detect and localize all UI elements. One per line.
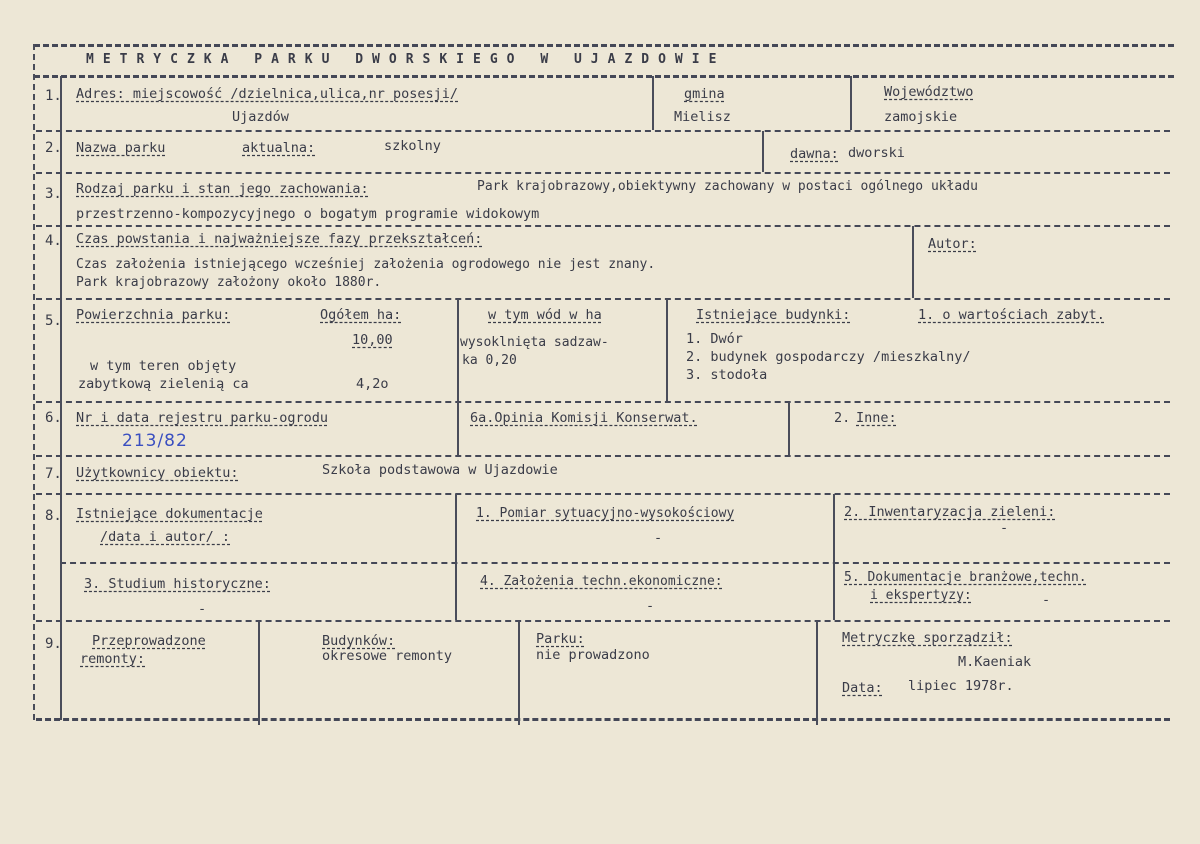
divider-other [788,402,790,455]
doc2-value: - [1000,520,1009,536]
top-border [34,44,1174,47]
park-type-label: Rodzaj parku i stan jego zachowania: [76,181,369,197]
row-number-5: 5. [45,313,62,329]
area-label: Powierzchnia parku: [76,307,231,323]
row-divider-5 [36,401,1170,403]
documentation-label-line1: Istniejące dokumentacje [76,506,263,522]
row-number-2: 2. [45,140,62,156]
divider-renov-2 [518,621,520,725]
water-line1: wysoklnięta sadzaw- [460,335,609,350]
row-number-3: 3. [45,186,62,202]
row-divider-8 [36,620,1170,622]
doc5-label-line1: 5. Dokumentacje branżowe,techn. [844,570,1087,585]
former-name-label: dawna: [790,146,839,162]
register-value: 213/82 [122,431,188,451]
card-title: METRYCZKA PARKU DWORSKIEGO W UJAZDOWIE [86,52,726,67]
divider-wojewodztwo [850,76,852,130]
row-number-8: 8. [45,508,62,524]
divider-doc-b [833,494,835,620]
row-divider-3 [36,225,1170,227]
row-divider-4 [36,298,1170,300]
buildings-renov-value: okresowe remonty [322,648,453,664]
users-value: Szkoła podstawowa w Ujazdowie [322,462,558,478]
left-border [33,44,35,720]
author-label: Autor: [928,236,977,252]
history-line1: Czas założenia istniejącego wcześniej założenia ogrodowego nie jest znany. [76,257,656,272]
divider-buildings [666,299,668,401]
opinion-label: 6a.Opinia Komisji Konserwat. [470,410,698,426]
row-divider-2 [36,172,1170,174]
wojewodztwo-value: zamojskie [884,109,958,125]
doc1-value: - [654,530,663,546]
date-value: lipiec 1978r. [908,678,1014,694]
doc2-label: 2. Inwentaryzacja zieleni: [844,504,1056,520]
date-label: Data: [842,680,883,696]
row-number-4: 4. [45,233,62,249]
green-area-value: 4,2o [356,376,389,392]
buildings-renov-label: Budynków: [322,633,396,649]
users-label: Użytkownicy obiektu: [76,465,239,481]
park-name-label: Nazwa parku [76,140,166,156]
doc4-value: - [646,598,655,614]
park-renov-value: nie prowadzono [536,647,650,663]
park-type-line1: Park krajobrazowy,obiektywny zachowany w postaci ogólnego układu [477,179,978,194]
divider-water [457,299,459,401]
row-number-7: 7. [45,466,62,482]
water-line2: ka 0,20 [462,353,517,368]
green-area-line2: zabytkową zielenią ca [78,376,249,392]
total-area-value: 10,00 [352,332,393,348]
park-renov-label: Parku: [536,631,585,647]
divider-opinion [457,402,459,455]
doc3-value: - [198,601,207,617]
doc1-label: 1. Pomiar sytuacyjno-wysokościowy [476,506,735,521]
doc5-value: - [1042,592,1051,608]
divider-renov-1 [258,621,260,725]
row-number-6: 6. [45,410,62,426]
register-label: Nr i data rejestru parku-ogrodu [76,410,328,426]
buildings-label: Istniejące budynki: [696,307,851,323]
row-number-9: 9. [45,636,62,652]
title-divider [34,75,1174,78]
divider-doc-a [455,494,457,620]
current-name-value: szkolny [384,138,441,154]
history-label: Czas powstania i najważniejsze fazy przekształceń: [76,231,483,247]
number-column-divider [60,76,62,720]
row-number-1: 1. [45,88,62,104]
row-divider-1 [36,130,1170,132]
building-item-3: 3. stodoła [686,367,768,383]
building-item-2: 2. budynek gospodarczy /mieszkalny/ [686,349,971,365]
gmina-label: gmina [684,86,725,102]
other-number: 2. [834,410,851,426]
doc4-label: 4. Założenia techn.ekonomiczne: [480,574,723,589]
documentation-label-line2: /data i autor/ : [100,529,231,545]
bottom-border [36,718,1170,721]
divider-gmina [652,76,654,130]
address-value: Ujazdów [232,109,289,125]
total-area-label: Ogółem ha: [320,307,402,323]
buildings-note: 1. o wartościach zabyt. [918,307,1105,323]
other-label: Inne: [856,410,897,426]
gmina-value: Mielisz [674,109,731,125]
current-name-label: aktualna: [242,140,316,156]
address-label: Adres: miejscowość /dzielnica,ulica,nr posesji/ [76,86,459,102]
row-divider-7 [36,493,1170,495]
divider-dawna [762,131,764,172]
building-item-1: 1. Dwór [686,331,743,347]
park-type-line2: przestrzenno-kompozycyjnego o bogatym programie widokowym [76,206,540,222]
doc3-label: 3. Studium historyczne: [84,576,271,592]
former-name-value: dworski [848,145,905,161]
prepared-by-label: Metryczkę sporządził: [842,630,1013,646]
divider-renov-3 [816,621,818,725]
renovations-label-line2: remonty: [80,651,146,667]
row-divider-8a [60,562,1170,564]
doc5-label-line2: i ekspertyzy: [870,588,972,603]
renovations-label-line1: Przeprowadzone [92,633,206,649]
green-area-line1: w tym teren objęty [90,358,237,374]
wojewodztwo-label: Województwo [884,84,974,100]
water-label: w tym wód w ha [488,307,602,323]
divider-autor [912,226,914,298]
prepared-by-value: M.Kaeniak [958,654,1032,670]
row-divider-6 [36,455,1170,457]
history-line2: Park krajobrazowy założony około 1880r. [76,275,382,290]
